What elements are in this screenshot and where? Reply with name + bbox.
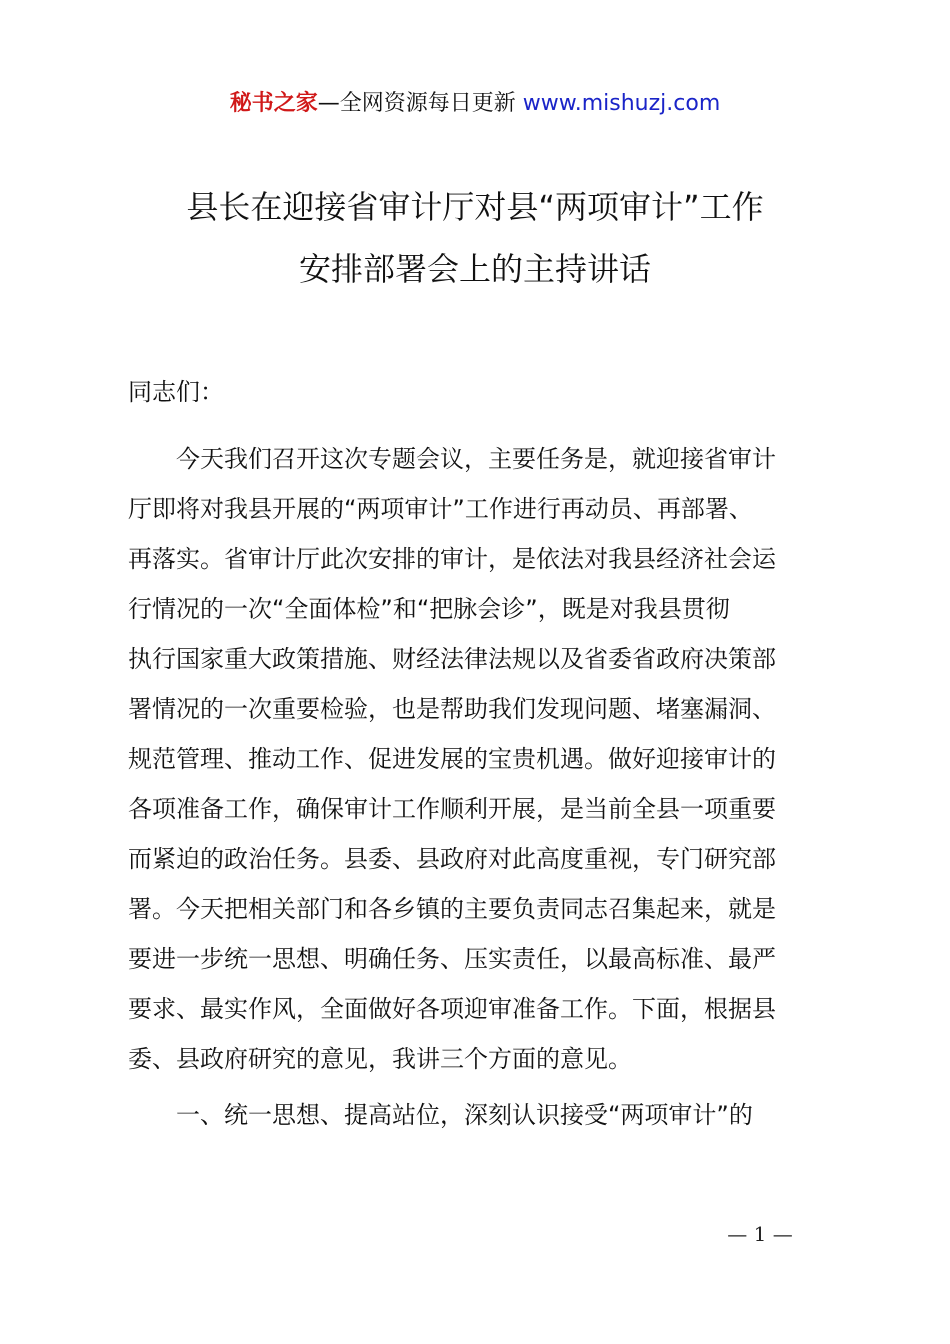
- section-1-heading: [128, 1090, 828, 1140]
- brand-name: 秘书之家: [229, 91, 318, 116]
- paragraph-line: 今天我们召开这次专题会议，主要任务是，就迎接省审计: [176, 445, 776, 473]
- paragraph-line: 要求、最实作风，全面做好各项迎审准备工作。下面，根据县: [128, 995, 776, 1023]
- paragraph-line: 要进一步统一思想、明确任务、压实责任，以最高标准、最严: [128, 945, 776, 973]
- paragraph-line: 署。今天把相关部门和各乡镇的主要负责同志召集起来，就是: [128, 895, 776, 923]
- paragraph-line: 各项准备工作，确保审计工作顺利开展，是当前全县一项重要: [128, 795, 776, 823]
- paragraph-line: 行情况的一次“全面体检”和“把脉会诊”，既是对我县贯彻: [128, 595, 730, 623]
- paragraph-line: 执行国家重大政策措施、财经法律法规以及省委省政府决策部: [128, 645, 776, 673]
- header-tagline: —全网资源每日更新: [317, 91, 523, 116]
- opening-paragraph: [128, 434, 828, 1084]
- paragraph-line: 规范管理、推动工作、促进发展的宝贵机遇。做好迎接审计的: [128, 745, 776, 773]
- paragraph-line: 委、县政府研究的意见，我讲三个方面的意见。: [128, 1045, 632, 1073]
- site-url-link[interactable]: www.mishuzj.com: [522, 91, 721, 116]
- paragraph-line: 再落实。省审计厅此次安排的审计，是依法对我县经济社会运: [128, 545, 776, 573]
- salutation: 同志们：: [128, 378, 224, 406]
- section-heading-line: 一、统一思想、提高站位，深刻认识接受“两项审计”的: [176, 1101, 753, 1129]
- paragraph-line: 而紧迫的政治任务。县委、县政府对此高度重视，专门研究部: [128, 845, 776, 873]
- page-number: — 1 —: [727, 1222, 793, 1246]
- paragraph-line: 署情况的一次重要检验，也是帮助我们发现问题、堵塞漏洞、: [128, 695, 776, 723]
- site-header: [0, 88, 950, 120]
- document-title-line-1: 县长在迎接省审计厅对县“两项审计”工作: [186, 188, 764, 226]
- document-title-line-2: 安排部署会上的主持讲话: [298, 250, 651, 288]
- paragraph-line: 厅即将对我县开展的“两项审计”工作进行再动员、再部署、: [128, 495, 753, 523]
